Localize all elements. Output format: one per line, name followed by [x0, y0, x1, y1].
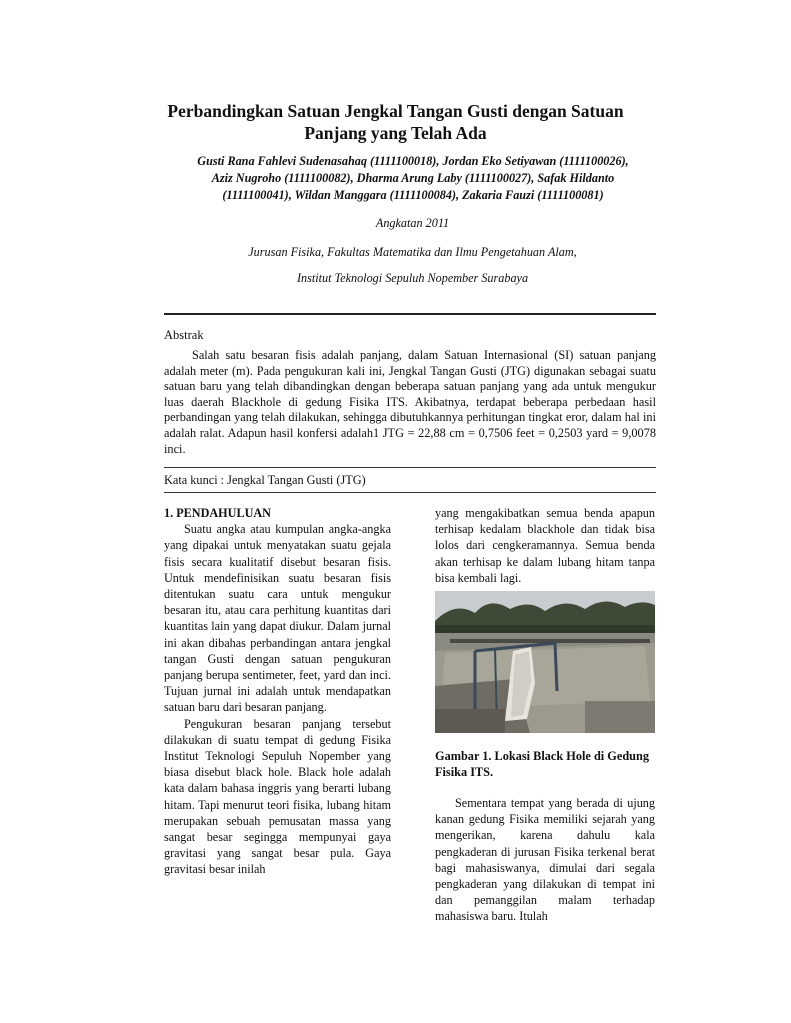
paragraph-intro: Suatu angka atau kumpulan angka-angka yang dipakai untuk menyatakan suatu gejala fisis secara kualitatif disebut besaran fisis. Untuk mendefinisikan suatu besaran fisis ditentukan suatu cara untuk mengukur besaran itu, atau cara perhitung kuantitas dari kuantitas lain yang dapat diukur. Dalam jurnal ini akan dibahas perbandingan antara jengkal tangan Gusti dengan satuan pengukuran panjang berupa sentimeter, feet, yard dan inci. Tujuan jurnal ini adalah untuk mendapatkan satuan baru dari besaran panjang.: [164, 522, 391, 715]
paragraph-history: Sementara tempat yang berada di ujung kanan gedung Fisika memiliki sejarah yang mengerikan, karena dahulu kala pengkaderan di jurusan Fisika terkenal berat bagi mahasiswanya, dimulai dari segala pengkaderan yang dilakukan di tempat ini dan pemanggilan malam terhadap mahasiswa baru. Itulah: [435, 796, 655, 924]
left-column: [164, 505, 391, 878]
author-list: [163, 153, 663, 204]
right-column-bottom: [435, 795, 655, 925]
abstract-heading: Abstrak: [164, 328, 204, 342]
title-line-2: Panjang yang Telah Ada: [304, 123, 487, 143]
authors-line-1: Gusti Rana Fahlevi Sudenasahaq (1111100018), Jordan Eko Setiyawan (1111100026),: [197, 154, 629, 168]
right-column-top: [435, 505, 655, 586]
cohort-label: Angkatan 2011: [375, 216, 450, 230]
affiliation-line-1: Jurusan Fisika, Fakultas Matematika dan Ilmu Pengetahuan Alam,: [248, 245, 577, 259]
blackhole-photo-image: [435, 591, 655, 733]
keywords: Kata kunci : Jengkal Tangan Gusti (JTG): [164, 473, 366, 487]
paragraph-blackhole-continued: yang mengakibatkan semua benda apapun terhisap kedalam blackhole dan tidak bisa lolos dari cengkeramannya. Semua benda akan terhisap ke dalam lubang hitam tanpa bisa kembali lagi.: [435, 506, 655, 585]
title-line-1: Perbandingkan Satuan Jengkal Tangan Gusti dengan Satuan: [167, 101, 624, 121]
figure-blackhole-photo: [435, 591, 655, 733]
top-divider: [164, 313, 656, 315]
abstract-text: Salah satu besaran fisis adalah panjang, dalam Satuan Internasional (SI) satuan panjang adalah meter (m). Pada pengukuran kali ini, Jengkal Tangan Gusti (JTG) digunakan sebagai suatu satuan baru yang telah dibandingkan dengan beberapa satuan panjang yang ada untuk mengukur luas daerah Blackhole di gedung Fisika ITS. Akibatnya, terdapat beberapa perbedaan hasil perbandingan yang telah dilakukan, sehingga dibutuhkannya perhitungan tingkat eror, dalam hal ini adalah ralat. Adapun hasil konfersi adalah1 JTG = 22,88 cm = 0,7506 feet = 0,2503 yard = 9,0078 inci.: [164, 348, 656, 456]
authors-line-3: (1111100041), Wildan Manggara (1111100084), Zakaria Fauzi (1111100081): [222, 188, 604, 202]
abstract-body: [164, 348, 656, 457]
affiliation-line-2: Institut Teknologi Sepuluh Nopember Surabaya: [296, 271, 529, 285]
paper-title: [130, 100, 661, 144]
section-heading-pendahuluan: 1. PENDAHULUAN: [164, 506, 271, 520]
figure-caption: Gambar 1. Lokasi Black Hole di Gedung Fisika ITS.: [435, 749, 649, 780]
paragraph-measurement: Pengukuran besaran panjang tersebut dilakukan di suatu tempat di gedung Fisika Institut Teknologi Sepuluh Nopember yang biasa disebut black hole. Black hole adalah kata dalam bahasa inggris yang berarti lubang hitam. Tapi menurut teori fisika, lubang hitam merupakan sebuah pemusatan massa yang sangat besar segingga mempunyai gaya gravitasi yang sangat besar pula. Gaya gravitasi besar inilah: [164, 716, 391, 877]
keywords-divider: [164, 492, 656, 493]
authors-line-2: Aziz Nugroho (1111100082), Dharma Arung Laby (1111100027), Safak Hildanto: [211, 171, 615, 185]
abstract-divider: [164, 467, 656, 468]
